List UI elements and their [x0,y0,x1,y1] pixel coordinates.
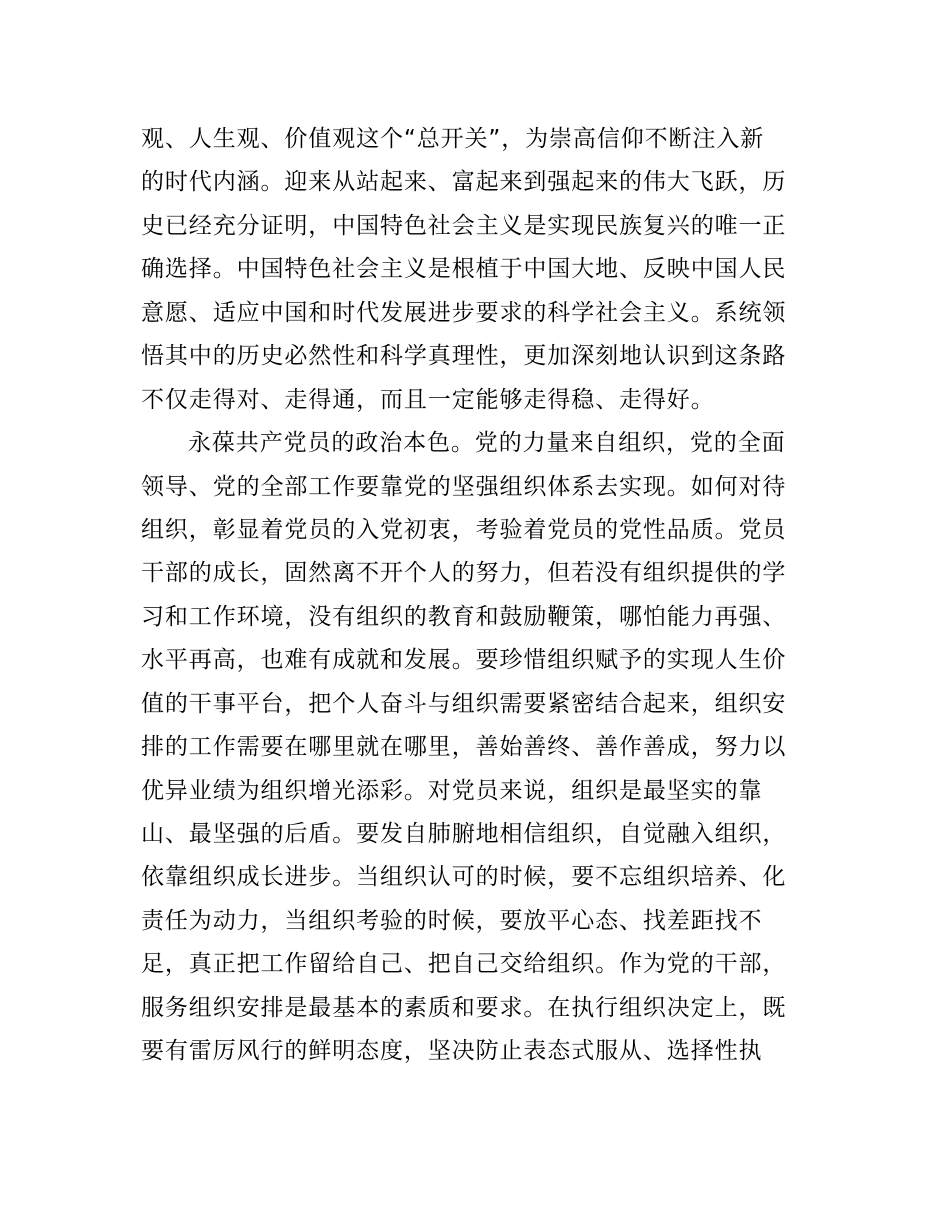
text-line: 意愿、适应中国和时代发展进步要求的科学社会主义。系统领 [141,299,787,326]
text-line: 确选择。中国特色社会主义是根植于中国大地、反映中国人民 [141,256,787,283]
text-line: 排的工作需要在哪里就在哪里，善始善终、善作善成，努力以 [141,734,787,761]
text-line: 组织，彰显着党员的入党初衷，考验着党员的党性品质。党员 [141,516,787,543]
text-line: 水平再高，也难有成就和发展。要珍惜组织赋予的实现人生价 [141,647,787,674]
body-text [141,118,821,1074]
text-line: 服务组织安排是最基本的素质和要求。在执行组织决定上，既 [141,994,787,1021]
text-line: 观、人生观、价值观这个“总开关”，为崇高信仰不断注入新 [141,126,765,152]
text-line: 领导、党的全部工作要靠党的坚强组织体系去实现。如何对待 [141,473,787,500]
text-line: 山、最坚强的后盾。要发自肺腑地相信组织，自觉融入组织， [141,821,787,847]
text-line: 值的干事平台，把个人奋斗与组织需要紧密结合起来，组织安 [141,690,787,717]
text-line: 足，真正把工作留给自己、把自己交给组织。作为党的干部， [141,951,787,978]
text-line: 习和工作环境，没有组织的教育和鼓励鞭策，哪怕能力再强、 [141,603,787,630]
text-line: 优异业绩为组织增光添彩。对党员来说，组织是最坚实的靠 [141,777,763,804]
text-line: 要有雷厉风行的鲜明态度，坚决防止表态式服从、选择性执 [141,1038,763,1065]
text-line: 史已经充分证明，中国特色社会主义是实现民族复兴的唯一正 [141,212,787,239]
text-line: 不仅走得对、走得通，而且一定能够走得稳、走得好。 [141,386,715,413]
text-line: 依靠组织成长进步。当组织认可的时候，要不忘组织培养、化 [141,864,787,891]
text-line: 悟其中的历史必然性和科学真理性，更加深刻地认识到这条路 [141,343,787,370]
text-line: 干部的成长，固然离不开个人的努力，但若没有组织提供的学 [141,560,787,587]
text-line: 的时代内涵。迎来从站起来、富起来到强起来的伟大飞跃，历 [141,169,787,196]
paragraph-start-line: 永葆共产党员的政治本色。党的力量来自组织，党的全面 [188,430,786,457]
text-line: 责任为动力，当组织考验的时候，要放平心态、找差距找不 [141,907,763,934]
